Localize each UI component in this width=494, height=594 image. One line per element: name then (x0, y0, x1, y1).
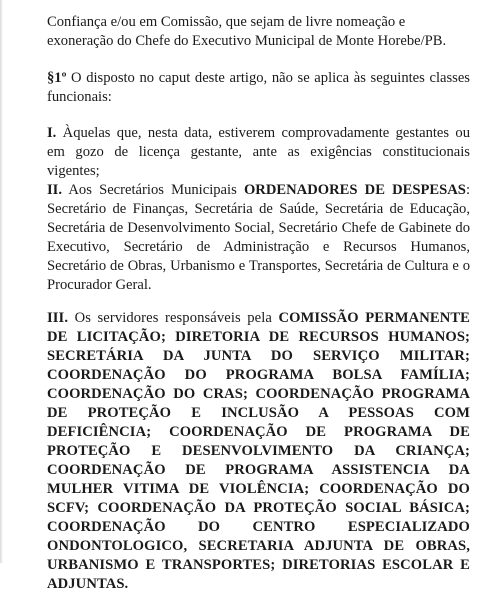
item-ii-text-before: Aos Secretários Municipais (62, 182, 244, 198)
item-ii-bold-text: ORDENADORES DE DESPESAS (243, 182, 466, 198)
document-page (47, 13, 470, 594)
intro-paragraph (47, 13, 470, 51)
intro-line-1: Confiança e/ou em Comissão, que sejam de livre nomeação e (47, 14, 406, 30)
intro-line-2: exoneração do Chefe do Executivo Municipal de Monte Horebe/PB. (47, 33, 447, 49)
item-iii-label: III. (47, 310, 69, 326)
paragraph-1-label: §1º (47, 70, 67, 86)
item-ii-label: II. (47, 182, 63, 198)
item-iii-text-before: Os servidores responsáveis pela (68, 310, 279, 326)
item-ii (47, 181, 470, 295)
item-i-text: Àquelas que, nesta data, estiverem comprovadamente gestantes ou em gozo de licença gestante, ante as exigências constitucionais vigentes; (47, 125, 470, 179)
page-edge-shadow (0, 0, 3, 563)
item-iii (47, 309, 470, 594)
item-i-label: I. (47, 125, 57, 141)
item-ii-text-after: : Secretário de Finanças, Secretária de Saúde, Secretária de Educação, Secretária de Desenvolvimento Social, Secretário Chefe de Gabinete do Executivo, Secretário de Administração e Recursos Humanos, Secretário de Obras, Urbanismo e Transportes, Secretária de Cultura e o Procurador Geral. (47, 182, 470, 293)
paragraph-1 (47, 69, 470, 107)
item-iii-bold-text: COMISSÃO PERMANENTE DE LICITAÇÃO; DIRETORIA DE RECURSOS HUMANOS; SECRETÁRIA DA JUNTA DO SERVIÇO MILITAR; COORDENAÇÃO DO PROGRAMA BOLSA FAMÍLIA; COORDENAÇÃO DO CRAS; COORDENAÇÃO PROGRAMA DE PROTEÇÃO E INCLUSÃO A PESSOAS COM DEFICIÊNCIA; COORDENAÇÃO DE PROGRAMA DE PROTEÇÃO E DESENVOLVIMENTO DA CRIANÇA; COORDENAÇÃO DE PROGRAMA ASSISTENCIA DA MULHER VITIMA DE VIOLÊNCIA; COORDENAÇÃO DO SCFV; COORDENAÇÃO DA PROTEÇÃO SOCIAL BÁSICA; COORDENAÇÃO DO CENTRO ESPECIALIZADO ONDONTOLOGICO, SECRETARIA ADJUNTA DE OBRAS, URBANISMO E TRANSPORTES; DIRETORIAS ESCOLAR E ADJUNTAS. (47, 310, 470, 592)
paragraph-1-text: O disposto no caput deste artigo, não se aplica às seguintes classes funcionais: (47, 70, 470, 105)
item-i (47, 124, 470, 181)
